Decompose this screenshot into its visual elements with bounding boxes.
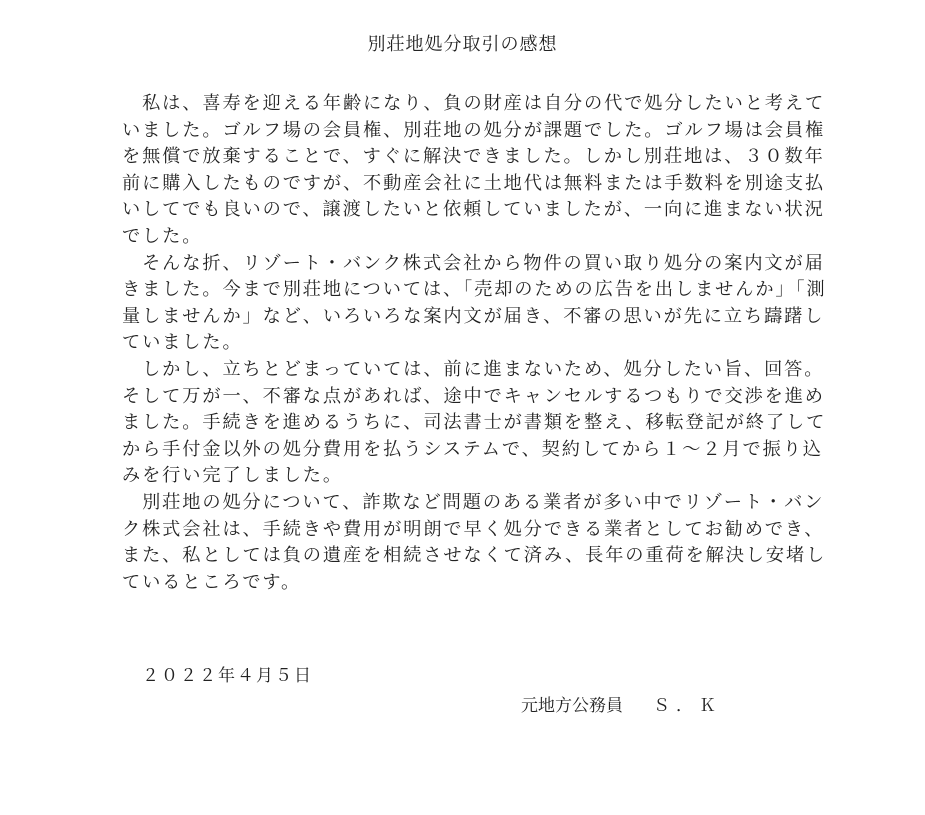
paragraph-4 — [122, 490, 842, 596]
text-line: を無償で放棄することで、すぐに解決できました。しかし別荘地は、３０数年 — [122, 146, 825, 168]
text-line: いしてでも良いので、譲渡したいと依頼していましたが、一向に進まない状況 — [122, 199, 825, 221]
text-line: 私は、喜寿を迎える年齢になり、負の財産は自分の代で処分したいと考えて — [122, 93, 826, 114]
text-line: また、私としては負の遺産を相続させなくて済み、長年の重荷を解決し安堵し — [122, 545, 827, 567]
document-title: 別荘地処分取引の感想 — [367, 34, 558, 55]
text-line: ていました。 — [122, 332, 243, 354]
text-line: から手付金以外の処分費用を払うシステムで、契約してから１～２月で振り込 — [122, 438, 823, 460]
paragraph-2 — [122, 251, 842, 357]
text-line: そんな折、リゾート・バンク株式会社から物件の買い取り処分の案内文が届 — [122, 252, 825, 274]
text-line: ました。手続きを進めるうちに、司法書士が書類を整え、移転登記が終了して — [122, 412, 827, 434]
text-line: そして万が一、不審な点があれば、途中でキャンセルするつもりで交渉を進め — [122, 385, 825, 407]
document-date: ２０２２年４月５日 — [142, 666, 313, 686]
text-line: ているところです。 — [122, 571, 302, 593]
text-line: いました。ゴルフ場の会員権、別荘地の処分が課題でした。ゴルフ場は会員権 — [122, 119, 826, 141]
text-line: 量しませんか」など、いろいろな案内文が届き、不審の思いが先に立ち躊躇し — [122, 305, 825, 327]
text-line: しかし、立ちとどまっていては、前に進まないため、処分したい旨、回答。 — [122, 358, 825, 380]
text-line: ク株式会社は、手続きや費用が明朗で早く処分できる業者としてお勧めでき、 — [122, 518, 825, 540]
paragraph-1 — [122, 91, 842, 251]
text-line: でした。 — [122, 225, 203, 247]
signature-initials: Ｓ．Ｋ — [653, 696, 722, 716]
signature-role: 元地方公務員 — [521, 696, 623, 716]
text-line: 別荘地の処分について、詐欺など問題のある業者が多い中でリゾート・バン — [122, 491, 825, 513]
text-line: 前に購入したものですが、不動産会社に土地代は無料または手数料を別途支払 — [122, 172, 826, 194]
text-line: きました。今まで別荘地については、「売却のための広告を出しませんか」「測 — [122, 279, 827, 301]
document-body — [122, 91, 842, 596]
signature — [521, 694, 722, 718]
text-line: みを行い完了しました。 — [122, 465, 343, 487]
paragraph-3 — [122, 357, 842, 490]
